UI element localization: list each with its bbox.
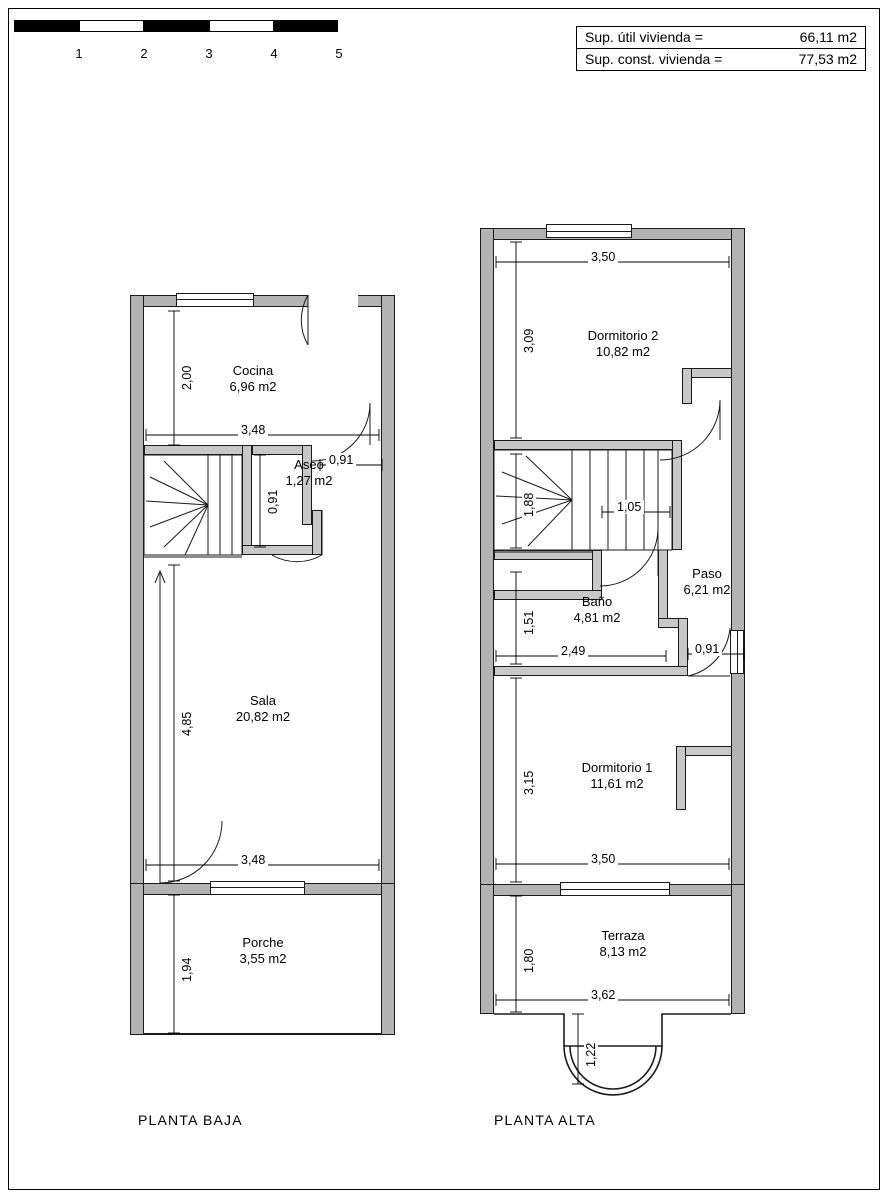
dim-escalera-vert: 1,88: [522, 490, 536, 520]
room-area: 1,27 m2: [285, 473, 333, 488]
dim-terraza-horiz: 3,62: [588, 988, 618, 1002]
room-label-dormitorio1: [552, 760, 682, 792]
scale-tick-label: 2: [140, 46, 148, 61]
dim-porche-vert: 1,94: [180, 955, 194, 985]
room-name: Aseo: [294, 457, 324, 472]
dim-dorm1-horiz: 3,50: [588, 852, 618, 866]
surface-util-value: 66,11 m2: [799, 29, 857, 45]
room-area: 6,96 m2: [229, 379, 277, 394]
room-label-terraza: [558, 928, 688, 960]
room-name: Cocina: [232, 363, 274, 378]
dim-dorm1-vert: 3,15: [522, 768, 536, 798]
planta-baja-linework: [130, 295, 405, 1035]
dim-sala-vert: 4,85: [180, 709, 194, 739]
scale-bar: [14, 20, 338, 32]
planta-baja-title: PLANTA BAJA: [138, 1112, 243, 1128]
dim-bano-horiz: 2,49: [558, 644, 588, 658]
room-area: 4,81 m2: [573, 610, 621, 625]
scale-segment: [79, 20, 144, 32]
room-name: Baño: [581, 594, 613, 609]
dim-aseo-vert: 0,91: [266, 487, 280, 517]
surface-summary-box: [576, 26, 866, 71]
dim-aseo-right: 0,91: [326, 453, 356, 467]
room-name: Porche: [242, 935, 284, 950]
dim-paso-horiz: 1,05: [614, 500, 644, 514]
dim-cocina-vert: 2,00: [180, 363, 194, 393]
room-area: 8,13 m2: [599, 944, 647, 959]
planta-alta-title: PLANTA ALTA: [494, 1112, 596, 1128]
scale-tick-label: 1: [75, 46, 83, 61]
surface-const-value: 77,53 m2: [798, 51, 857, 67]
room-name: Sala: [249, 693, 277, 708]
dim-paso-right: 0,91: [692, 642, 722, 656]
room-label-cocina: [198, 363, 308, 395]
dim-bano-vert: 1,51: [522, 608, 536, 638]
room-label-sala: [208, 693, 318, 725]
room-label-paso: [652, 566, 762, 598]
room-name: Paso: [692, 566, 722, 581]
room-area: 6,21 m2: [683, 582, 731, 597]
scale-segment: [209, 20, 274, 32]
room-area: 20,82 m2: [235, 709, 291, 724]
surface-row-util: [577, 27, 865, 48]
scale-tick-label: 4: [270, 46, 278, 61]
surface-util-label: Sup. útil vivienda =: [585, 29, 703, 45]
planta-alta-drawing: [480, 228, 765, 1098]
planta-baja-drawing: [130, 295, 405, 1035]
room-name: Dormitorio 2: [587, 328, 659, 343]
dim-dorm2-vert: 3,09: [522, 326, 536, 356]
dim-sala-horiz: 3,48: [238, 853, 268, 867]
surface-const-label: Sup. const. vivienda =: [585, 51, 723, 67]
room-name: Dormitorio 1: [581, 760, 653, 775]
scale-segment: [14, 20, 79, 32]
dim-terraza-vert: 1,80: [522, 946, 536, 976]
room-label-bano: [542, 594, 652, 626]
dim-dorm2-horiz: 3,50: [588, 250, 618, 264]
scale-segment: [144, 20, 209, 32]
room-area: 10,82 m2: [595, 344, 651, 359]
room-name: Terraza: [601, 928, 645, 943]
scale-tick-label: 3: [205, 46, 213, 61]
room-area: 3,55 m2: [239, 951, 287, 966]
surface-row-const: [577, 48, 865, 70]
dim-cocina-horiz: 3,48: [238, 423, 268, 437]
scale-bar-labels: [14, 46, 354, 64]
scale-segment: [274, 20, 338, 32]
dim-terraza-nicho: 1,22: [584, 1040, 598, 1070]
room-area: 11,61 m2: [590, 776, 644, 791]
room-label-porche: [208, 935, 318, 967]
scale-tick-label: 5: [335, 46, 343, 61]
room-label-dormitorio2: [558, 328, 688, 360]
